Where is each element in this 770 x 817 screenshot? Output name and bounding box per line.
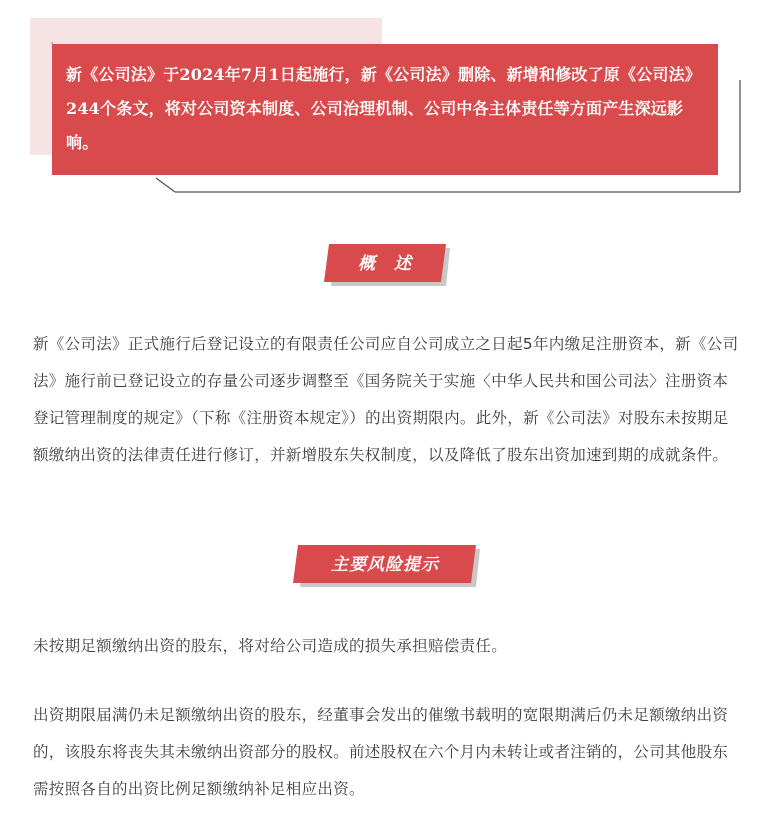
intro-highlight-box (52, 44, 718, 175)
section-header-overview (0, 244, 770, 288)
intro-text: 新《公司法》于2024年7月1日起施行，新《公司法》删除、新增和修改了原《公司法》244个条文，将对公司资本制度、公司治理机制、公司中各主体责任等方面产生深远影响。 (66, 65, 701, 152)
risk-paragraph-1: 未按期足额缴纳出资的股东，将对给公司造成的损失承担赔偿责任。 (33, 637, 508, 655)
section-title-overview: 概 述 (358, 254, 412, 274)
risk-paragraph-2: 出资期限届满仍未足额缴纳出资的股东，经董事会发出的催缴书载明的宽限期满后仍未足额缴纳出资的，该股东将丧失其未缴纳出资部分的股权。前述股权在六个月内未转让或者注销的，公司其他股东需按照各自的出资比例足额缴纳补足相应出资。 (33, 706, 729, 798)
intro-block (0, 0, 770, 200)
section-title-risks: 主要风险提示 (331, 555, 439, 575)
section-header-risks (0, 545, 770, 589)
overview-paragraph: 新《公司法》正式施行后登记设立的有限责任公司应自公司成立之日起5年内缴足注册资本，新《公司法》施行前已登记设立的存量公司逐步调整至《国务院关于实施〈中华人民共和国公司法〉注册资本登记管理制度的规定》（下称《注册资本规定》）的出资期限内。此外，新《公司法》对股东未按期足额缴纳出资的法律责任进行修订，并新增股东失权制度，以及降低了股东出资加速到期的成就条件。 (33, 335, 739, 464)
